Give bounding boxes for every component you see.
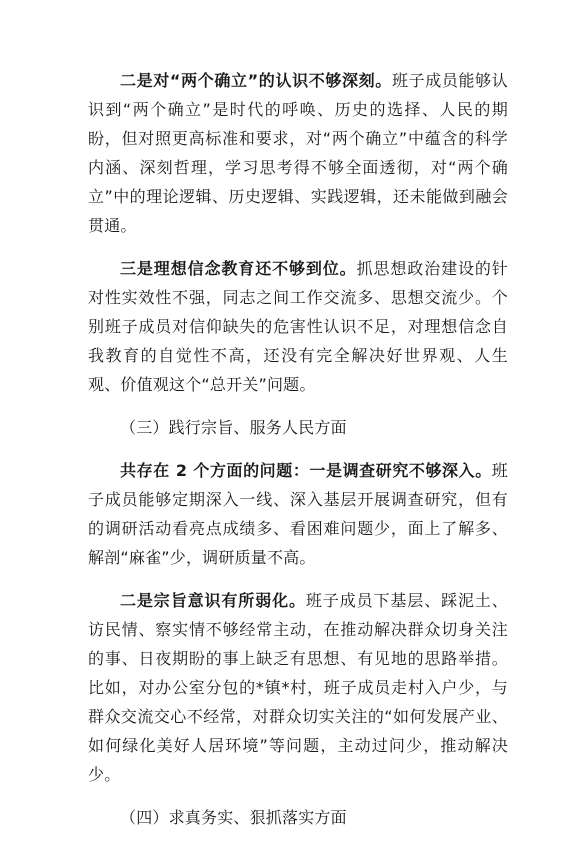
paragraph-ideals-education — [88, 254, 508, 399]
document-body — [88, 66, 508, 846]
section-heading-serve-people: （三）践行宗旨、服务人民方面 — [120, 418, 347, 437]
paragraph-investigation — [88, 456, 508, 572]
paragraph-text: 抓思想政治建设的针对性实效性不强，同志之间工作交流多、思想交流少。个别班子成员对信仰缺失的危害性认识不足，对理想信念自我教育的自觉性不高，还没有完全解决好世界观、人生观、价值观这个“总开关”问题。 — [88, 259, 508, 394]
paragraph-text: 班子成员能够认识到“两个确立”是时代的呼唤、历史的选择、人民的期盼，但对照更高标准和要求，对“两个确立”中蕴含的科学内涵、深刻哲理，学习思考得不够全面透彻，对“两个确立”中的理论逻辑、历史逻辑、实践逻辑，还未能做到融会贯通。 — [88, 71, 509, 235]
paragraph-lead: 二是对“两个确立”的认识不够深刻。 — [120, 71, 392, 90]
paragraph-lead: 二是宗旨意识有所弱化。 — [120, 591, 306, 610]
paragraph-lead: 共存在 2 个方面的问题：一是调查研究不够深入。 — [120, 461, 492, 480]
paragraph-text: 班子成员能够定期深入一线、深入基层开展调查研究，但有的调研活动看亮点成绩多、看困难问题少，面上了解多、解剖“麻雀”少，调研质量不高。 — [88, 461, 508, 567]
paragraph-lead: 三是理想信念教育还不够到位。 — [120, 259, 357, 278]
section-heading-implementation: （四）求真务实、狠抓落实方面 — [120, 808, 347, 827]
paragraph-text: 班子成员下基层、踩泥土、访民情、察实情不够经常主动，在推动解决群众切身关注的事、日夜期盼的事上缺乏有思想、有见地的思路举措。比如，对办公室分包的*镇*村，班子成员走村入户少，与群众交流交心不经常，对群众切实关注的“如何发展产业、如何绿化美好人居环境”等问题，主动过问少，推动解决少。 — [88, 591, 509, 784]
paragraph-two-establishments — [88, 66, 508, 240]
